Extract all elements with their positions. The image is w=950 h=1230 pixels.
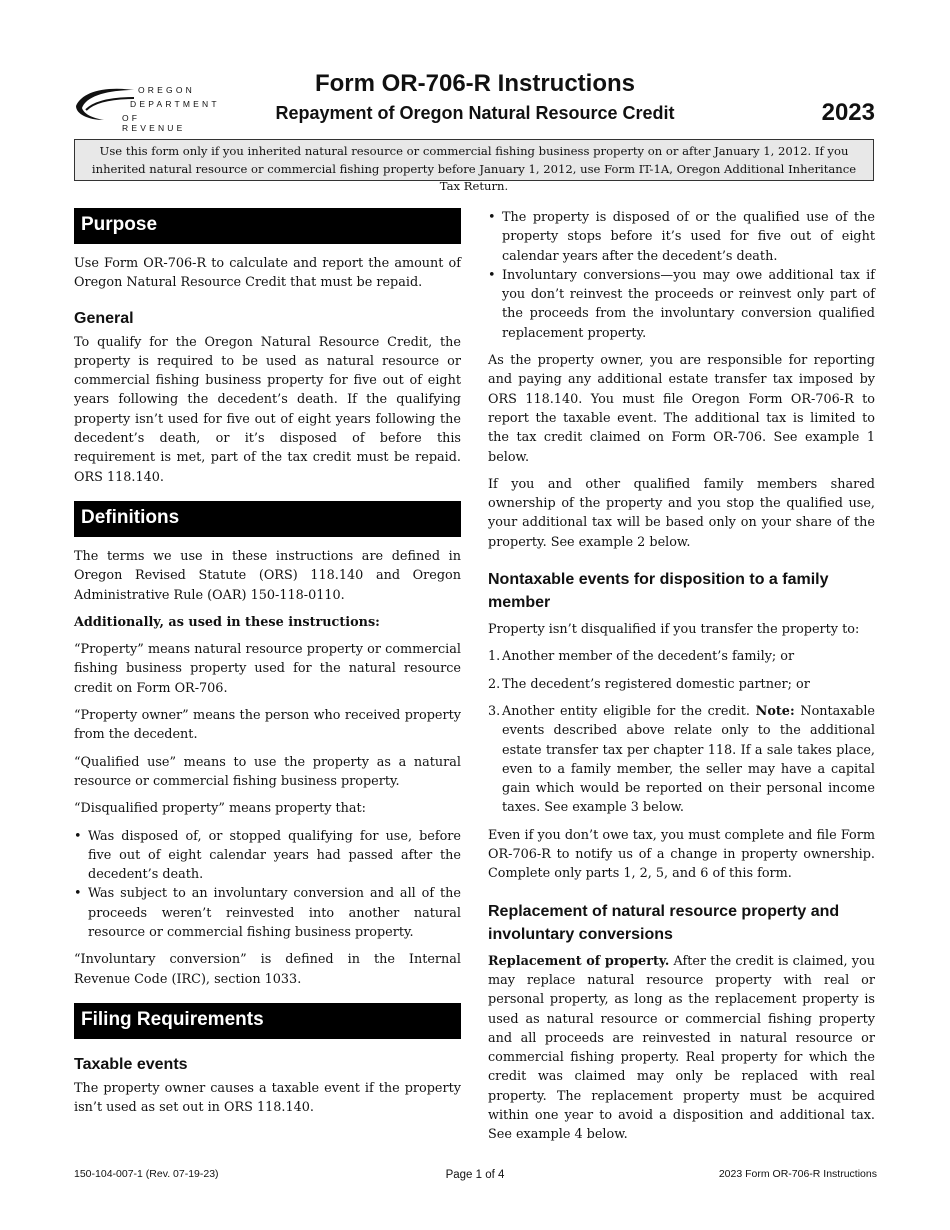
list-text: The decedent’s registered domestic partner; or [502,676,810,692]
list-text: Another member of the decedent’s family; or [502,649,795,665]
shared-paragraph: If you and other qualified family members shared ownership of the property and you stop the qualified use, your additional tax will be based only on your share of the property. See example 2 below. [488,476,875,550]
replacement-label: Replacement of property. [488,953,670,969]
nontaxable-heading: Nontaxable events for disposition to a family member [488,571,829,612]
owner-paragraph: As the property owner, you are responsible for reporting and paying any additional estate transfer tax imposed by ORS 118.140. You must file Oregon Form OR-706-R to report the taxable event. The additional tax is limited to the tax credit claimed on Form OR-706. See example 1 below. [488,353,875,465]
additionally-label: Additionally, as used in these instructions: [74,614,380,630]
purpose-text: Use Form OR-706-R to calculate and report the amount of Oregon Natural Resource Credit that must be repaid. [74,256,461,291]
logo-line-2: DEPARTMENT [130,99,220,109]
definitions-intro: The terms we use in these instructions are defined in Oregon Revised Statute (ORS) 118.140 and Oregon Administrative Rule (OAR) 150-118-0110. [74,548,461,603]
footer-form-id: 150-104-007-1 (Rev. 07-19-23) [74,1168,219,1180]
nontaxable-intro: Property isn’t disqualified if you transfer the property to: [488,622,860,638]
footer-form-name: 2023 Form OR-706-R Instructions [718,1168,877,1180]
def-property-owner: “Property owner” means the person who received property from the decedent. [74,708,461,743]
def-involuntary: “Involuntary conversion” is defined in the Internal Revenue Code (IRC), section 1033. [74,952,461,987]
purpose-heading: Purpose [74,208,461,244]
def-property: “Property” means natural resource property or commercial fishing business property used for the natural resource credit on Form OR-706. [74,642,461,696]
list-item [488,675,875,694]
footer-page-number: Page 1 of 4 [445,1169,505,1181]
definitions-heading: Definitions [74,501,461,537]
oregon-dor-logo [74,82,220,133]
page-subtitle: Repayment of Oregon Natural Resource Credit [275,103,675,123]
note-text: Nontaxable events described above relate only to the additional estate transfer tax per chapter 118. If a sale takes place, even to a family member, the seller may have a capital gain which would be reported on their personal income taxes. See example 3 below. [502,703,875,816]
list-item: • The property is disposed of or the qualified use of the property stops before it’s used for five out of eight calendar years after the decedent’s death. [488,208,875,266]
general-text: To qualify for the Oregon Natural Resource Credit, the property is required to be used as natural resource or commercial fishing business property for five out of eight years following the decedent’s death. If the qualifying property isn’t used for five out of eight years following the decedent’s death, or it’s disposed of before this requirement is met, part of the tax credit must be repaid. ORS 118.140. [74,334,461,485]
list-item: • Involuntary conversions—you may owe additional tax if you don’t reinvest the proceeds or reinvest only part of the proceeds from the involuntary conversion qualified replacement property. [488,266,875,343]
right-column [488,208,875,1145]
even-paragraph: Even if you don’t owe tax, you must complete and file Form OR-706-R to notify us of a change in property ownership. Complete only parts 1, 2, 5, and 6 of this form. [488,827,875,882]
list-text: Another entity eligible for the credit. [502,703,750,719]
taxable-heading: Taxable events [74,1055,188,1073]
general-heading: General [74,309,134,327]
taxable-text: The property owner causes a taxable event if the property isn’t used as set out in ORS 118.140. [74,1080,461,1116]
list-item [488,702,875,818]
left-column [74,208,461,1118]
replacement-text: After the credit is claimed, you may replace natural resource property with real or personal property, as long as the replacement property is used as natural resource or commercial fishing property and all proceeds are reinvested in natural resource or commercial fishing property. Real property for which the credit was claimed may only be replaced with real property. The replacement property must be acquired within one year to avoid a disposition and additional tax. See example 4 below. [488,953,875,1143]
transfer-list [488,647,875,817]
list-number: 3. [488,703,501,719]
note-label: Note: [755,703,795,719]
notice-box: Use this form only if you inherited natural resource or commercial fishing business property on or after January 1, 2012. If you inherited natural resource or commercial fishing property before January 1, 2012, use Form IT-1A, Oregon Additional Inheritance Tax Return. [74,139,874,181]
list-number: 1. [488,649,501,665]
def-qualified-use: “Qualified use” means to use the property as a natural resource or commercial fishing business property. [74,754,461,789]
def-disqualified: “Disqualified property” means property that: [74,801,366,817]
logo-line-1: OREGON [138,85,195,95]
filing-heading: Filing Requirements [74,1003,461,1039]
list-number: 2. [488,676,501,692]
tax-year: 2023 [821,99,875,126]
list-item: • Was disposed of, or stopped qualifying for use, before five out of eight calendar years had passed after the decedent’s death. [74,827,461,885]
taxable-events-list [488,208,875,343]
list-item: • Was subject to an involuntary conversion and all of the proceeds weren’t reinvested into another natural resource or commercial fishing business property. [74,884,461,942]
disqualified-list [74,827,461,943]
replacement-heading: Replacement of natural resource property and involuntary conversions [488,902,840,943]
page-title: Form OR-706-R Instructions [314,70,636,97]
logo-line-3: OF REVENUE [122,113,186,133]
replacement-paragraph [488,952,875,1145]
list-item [488,647,875,666]
